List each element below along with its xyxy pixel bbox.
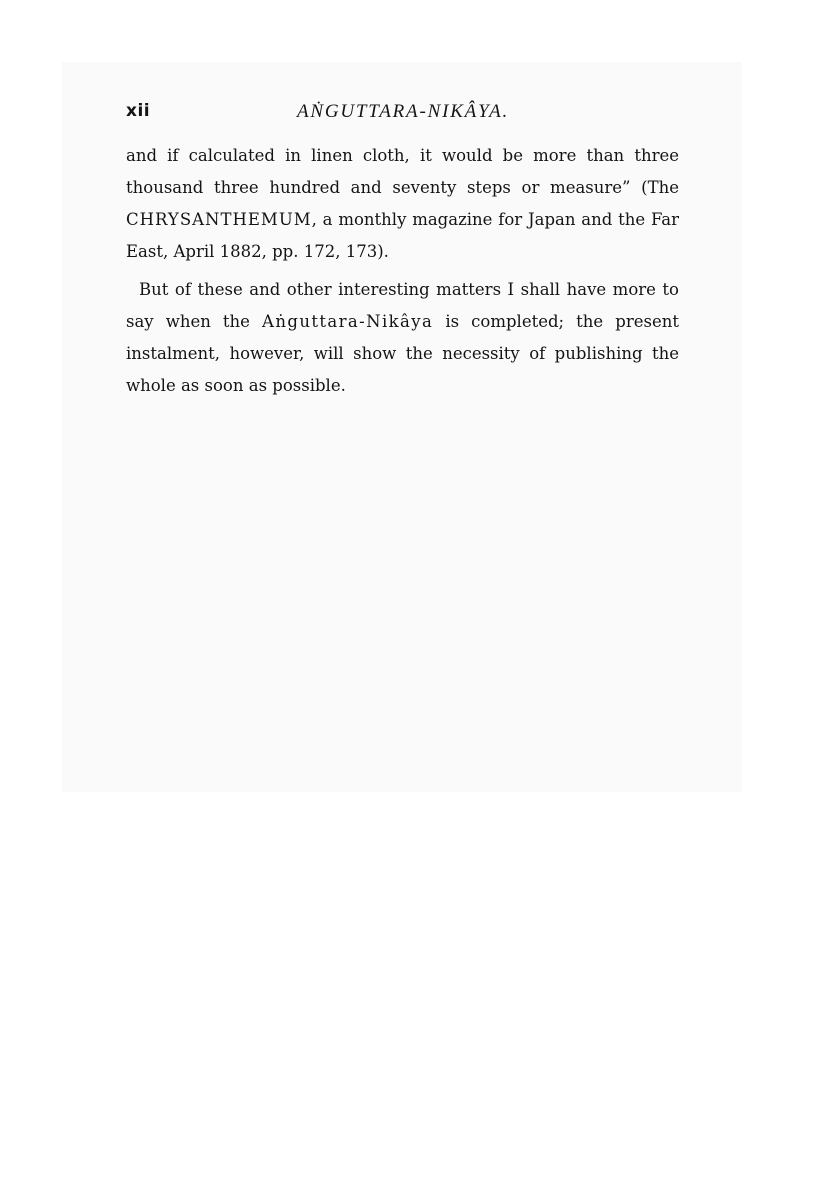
paragraph-2-text-after: is completed; the present instalment, however, will show the necessity of publishing the whole as soon as possible. [126, 312, 679, 395]
magazine-title: CHRYSANTHEMUM [126, 210, 312, 229]
paragraph-2 [126, 274, 679, 402]
paragraph-2-text-before: But of these and other interesting matters I shall have more to say when the [126, 280, 679, 331]
work-title: Aṅguttara-Nikâya [262, 312, 434, 331]
running-head [126, 101, 679, 129]
page-number: xii [126, 101, 151, 121]
running-title: AṄGUTTARA-NIKÂYA. [297, 101, 510, 122]
paragraph-1-text-after: , a monthly magazine for Japan and the Far East, April 1882, pp. 172, 173). [126, 210, 679, 261]
body-text [126, 140, 679, 402]
paragraph-1 [126, 140, 679, 268]
paragraph-1-text-before: and if calculated in linen cloth, it would be more than three thousand three hundred and seventy steps or measure” (The [126, 146, 679, 197]
